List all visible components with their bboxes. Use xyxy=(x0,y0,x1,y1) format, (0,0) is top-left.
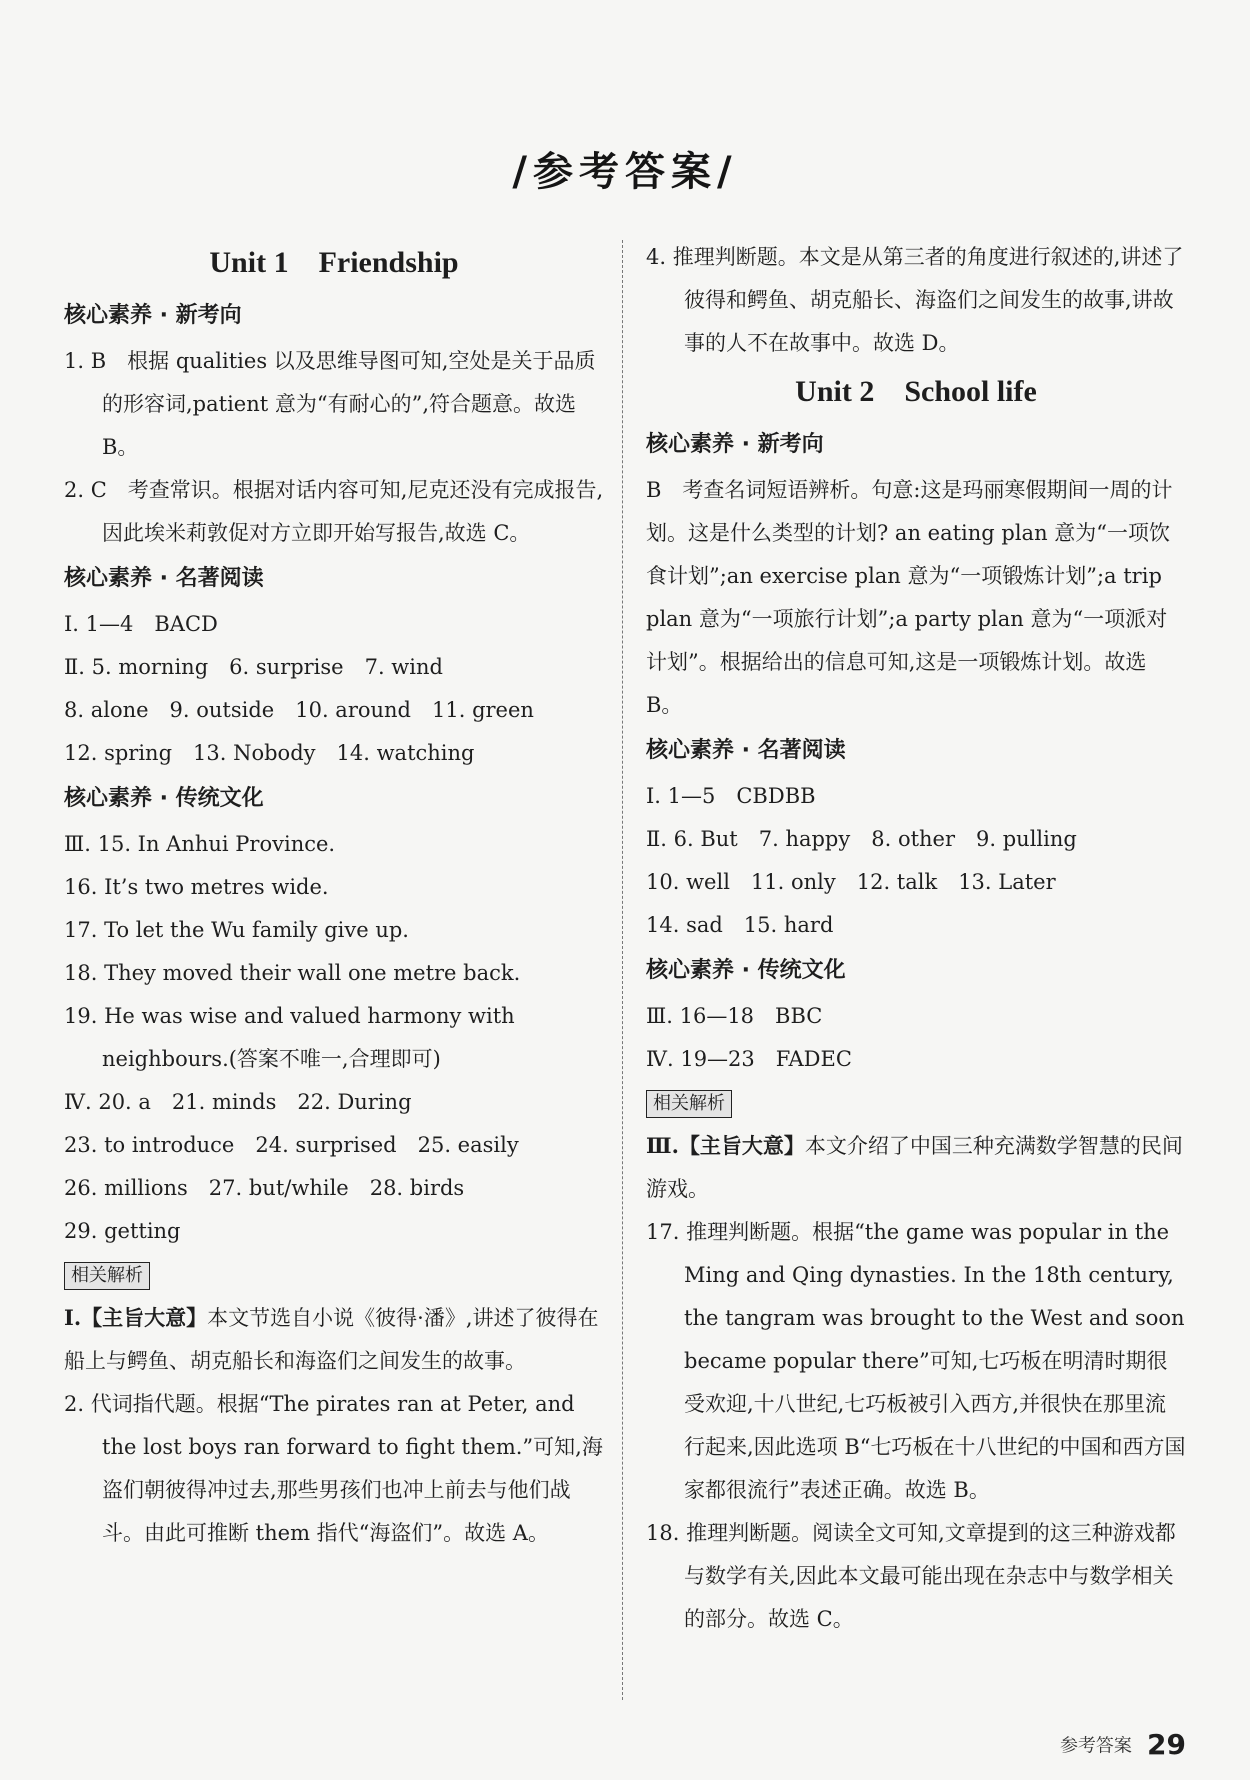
answer-line: Ⅳ. 19—23 FADEC xyxy=(646,1047,852,1071)
answer-item: 19. He was wise and valued harmony with neighbours.(答案不唯一,合理即可) xyxy=(64,1004,515,1071)
answer-line: 8. alone 9. outside 10. around 11. green xyxy=(64,698,534,722)
answer-line: Ⅲ. 16—18 BBC xyxy=(646,1004,823,1028)
main-idea-text: 本文介绍了中国三种充满数学智慧的民间游戏。 xyxy=(646,1134,1183,1201)
footer-label: 参考答案 xyxy=(1059,1735,1132,1757)
unit-2-title: Unit 2 School life xyxy=(795,375,1037,408)
section-heading: 核心素养 · 新考向 xyxy=(646,432,824,457)
unit-1-title: Unit 1 Friendship xyxy=(209,246,459,279)
answer-line: 23. to introduce 24. surprised 25. easily xyxy=(64,1133,519,1157)
analysis-paragraph xyxy=(64,1296,604,1383)
answer-line: 14. sad 15. hard xyxy=(646,913,834,937)
section-heading: 核心素养 · 名著阅读 xyxy=(646,738,846,763)
section-heading: 核心素养 · 名著阅读 xyxy=(64,566,264,591)
answer-line: 18. They moved their wall one metre back. xyxy=(64,961,521,985)
answer-item: 1. B 根据 qualities 以及思维导图可知,空处是关于品质的形容词,patient 意为“有耐心的”,符合题意。故选 B。 xyxy=(64,349,596,459)
analysis-item: 18. 推理判断题。阅读全文可知,文章提到的这三种游戏都与数学有关,因此本文最可能出现在杂志中与数学相关的部分。故选 C。 xyxy=(646,1521,1176,1631)
section-heading: 核心素养 · 新考向 xyxy=(64,303,242,328)
page-number: 29 xyxy=(1147,1728,1186,1761)
answer-line: 10. well 11. only 12. talk 13. Later xyxy=(646,870,1056,894)
answer-line: 12. spring 13. Nobody 14. watching xyxy=(64,741,475,765)
analysis-badge: 相关解析 xyxy=(64,1262,150,1290)
analysis-item: 17. 推理判断题。根据“the game was popular in the Ming and Qing dynasties. In the 18th century, the tangram was brought to the West and soon became popular there”可知,七巧板在明清时期很受欢迎,十八世纪,七巧板被引入西方,并很快在那里流行起来,因此选项 B“七巧板在十八世纪的中国和西方国家都很流行”表述正确。故选 B。 xyxy=(646,1220,1186,1502)
column-divider xyxy=(622,240,623,1700)
main-idea-tag: Ⅲ.【主旨大意】 xyxy=(646,1133,805,1158)
answer-line: Ⅱ. 6. But 7. happy 8. other 9. pulling xyxy=(646,827,1077,851)
section-heading: 核心素养 · 传统文化 xyxy=(646,958,846,983)
answer-item: 2. C 考查常识。根据对话内容可知,尼克还没有完成报告,因此埃米莉敦促对方立即开始写报告,故选 C。 xyxy=(64,478,604,545)
answer-line: 29. getting xyxy=(64,1219,181,1243)
answer-paragraph: B 考查名词短语辨析。句意:这是玛丽寒假期间一周的计划。这是什么类型的计划? an eating plan 意为“一项饮食计划”;an exercise plan 意为“一项锻炼计划”;a trip plan 意为“一项旅行计划”;a party plan 意为“一项派对计划”。根据给出的信息可知,这是一项锻炼计划。故选 B。 xyxy=(646,478,1173,717)
answer-line: Ⅱ. 5. morning 6. surprise 7. wind xyxy=(64,655,443,679)
answer-line: 26. millions 27. but/while 28. birds xyxy=(64,1176,465,1200)
answer-line: Ⅰ. 1—5 CBDBB xyxy=(646,784,816,808)
main-idea-text: 本文节选自小说《彼得·潘》,讲述了彼得在船上与鳄鱼、胡克船长和海盗们之间发生的故事。 xyxy=(64,1306,599,1373)
answer-line: Ⅰ. 1—4 BACD xyxy=(64,612,218,636)
page-footer xyxy=(1060,1728,1186,1761)
analysis-paragraph xyxy=(646,1124,1186,1211)
right-column xyxy=(646,236,1186,1641)
answer-line: Ⅳ. 20. a 21. minds 22. During xyxy=(64,1090,412,1114)
left-column xyxy=(64,236,604,1555)
analysis-badge: 相关解析 xyxy=(646,1090,732,1118)
page-title: /参考答案/ xyxy=(512,149,738,195)
analysis-item: 4. 推理判断题。本文是从第三者的角度进行叙述的,讲述了彼得和鳄鱼、胡克船长、海盗们之间发生的故事,讲故事的人不在故事中。故选 D。 xyxy=(646,245,1184,355)
answer-line: 16. It’s two metres wide. xyxy=(64,875,329,899)
section-heading: 核心素养 · 传统文化 xyxy=(64,786,264,811)
analysis-item: 2. 代词指代题。根据“The pirates ran at Peter, and the lost boys ran forward to fight them.”可知,海盗们朝彼得冲过去,那些男孩们也冲上前去与他们战斗。由此可推断 them 指代“海盗们”。故选 A。 xyxy=(64,1392,603,1545)
answer-line: 17. To let the Wu family give up. xyxy=(64,918,409,942)
main-idea-tag: Ⅰ.【主旨大意】 xyxy=(64,1305,208,1330)
answer-line: Ⅲ. 15. In Anhui Province. xyxy=(64,832,336,856)
